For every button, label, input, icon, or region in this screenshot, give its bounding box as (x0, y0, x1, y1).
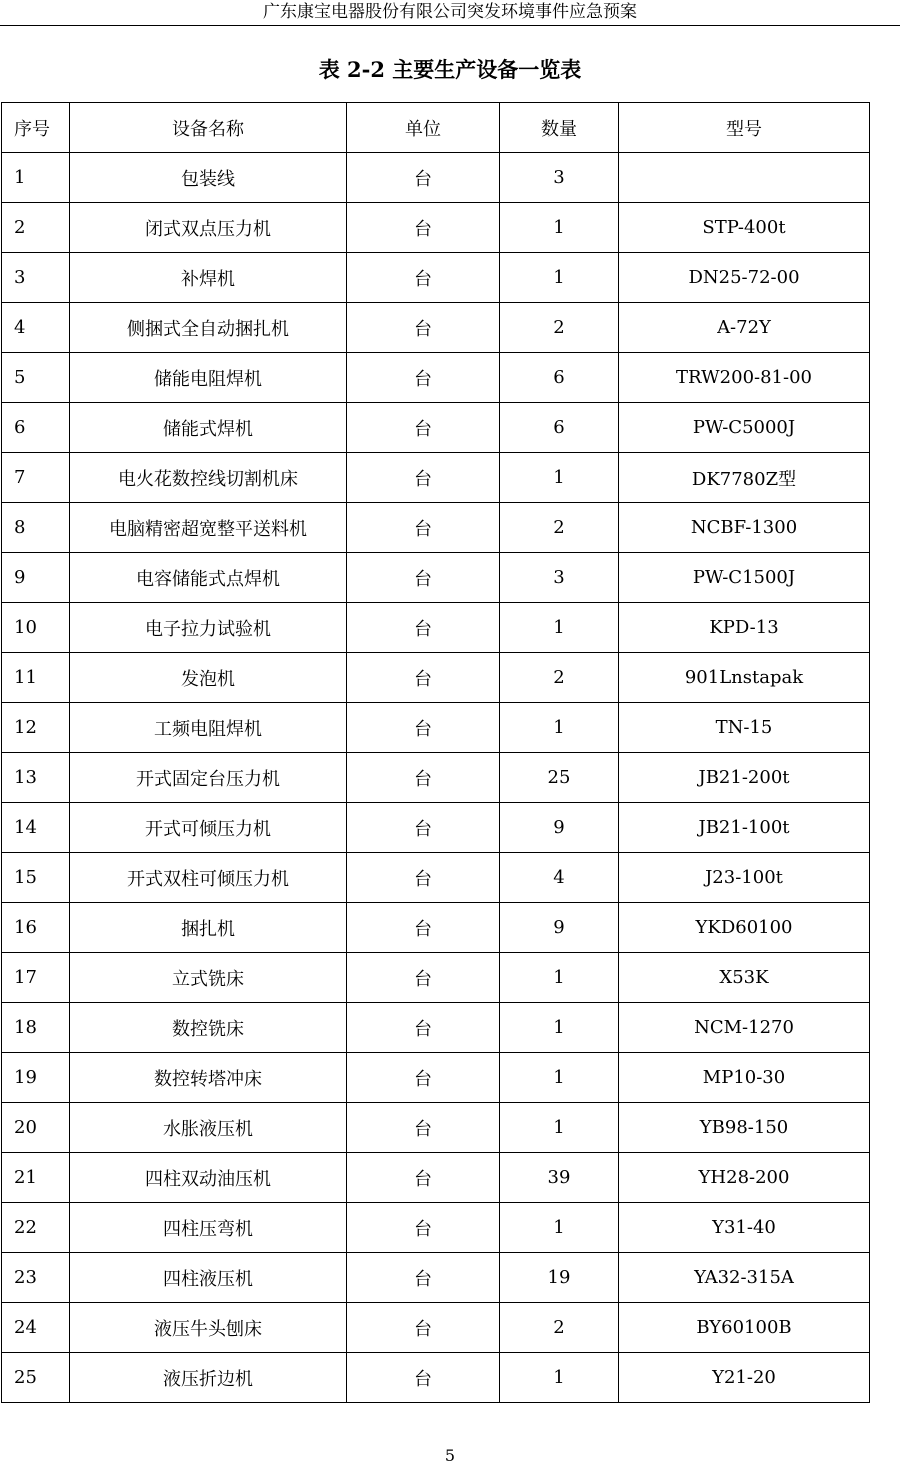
cell-serial: 14 (2, 803, 70, 853)
column-header-quantity: 数量 (500, 103, 619, 153)
cell-equipment-name: 四柱双动油压机 (70, 1153, 347, 1203)
table-row (2, 903, 870, 953)
cell-unit: 台 (347, 1103, 500, 1153)
cell-equipment-name: 立式铣床 (70, 953, 347, 1003)
cell-unit: 台 (347, 353, 500, 403)
cell-equipment-name: 包装线 (70, 153, 347, 203)
cell-serial: 13 (2, 753, 70, 803)
table-row (2, 1203, 870, 1253)
table-row (2, 1103, 870, 1153)
cell-serial: 3 (2, 253, 70, 303)
cell-equipment-name: 水胀液压机 (70, 1103, 347, 1153)
table-header-row (2, 103, 870, 153)
cell-quantity: 4 (500, 853, 619, 903)
cell-equipment-name: 侧捆式全自动捆扎机 (70, 303, 347, 353)
table-row (2, 553, 870, 603)
cell-serial: 25 (2, 1353, 70, 1403)
cell-quantity: 2 (500, 303, 619, 353)
table-row (2, 1303, 870, 1353)
table-row (2, 1003, 870, 1053)
cell-serial: 22 (2, 1203, 70, 1253)
cell-serial: 17 (2, 953, 70, 1003)
cell-equipment-name: 电火花数控线切割机床 (70, 453, 347, 503)
cell-unit: 台 (347, 253, 500, 303)
cell-model: PW-C1500J (619, 553, 870, 603)
cell-equipment-name: 液压折边机 (70, 1353, 347, 1403)
cell-unit: 台 (347, 403, 500, 453)
table-row (2, 703, 870, 753)
cell-serial: 18 (2, 1003, 70, 1053)
cell-quantity: 1 (500, 1003, 619, 1053)
cell-model: TN-15 (619, 703, 870, 753)
cell-equipment-name: 电容储能式点焊机 (70, 553, 347, 603)
cell-equipment-name: 闭式双点压力机 (70, 203, 347, 253)
page-header: 广东康宝电器股份有限公司突发环境事件应急预案 (263, 2, 637, 22)
cell-quantity: 1 (500, 1053, 619, 1103)
cell-serial: 19 (2, 1053, 70, 1103)
cell-serial: 1 (2, 153, 70, 203)
cell-equipment-name: 补焊机 (70, 253, 347, 303)
page-number: 5 (444, 1446, 456, 1465)
cell-model: DK7780Z型 (619, 453, 870, 503)
cell-model: JB21-200t (619, 753, 870, 803)
cell-serial: 16 (2, 903, 70, 953)
cell-unit: 台 (347, 1053, 500, 1103)
cell-unit: 台 (347, 503, 500, 553)
table-row (2, 1253, 870, 1303)
table-row (2, 453, 870, 503)
cell-model: PW-C5000J (619, 403, 870, 453)
cell-quantity: 1 (500, 953, 619, 1003)
header-rule (0, 25, 900, 26)
cell-model: 901Lnstapak (619, 653, 870, 703)
cell-model: DN25-72-00 (619, 253, 870, 303)
cell-equipment-name: 工频电阻焊机 (70, 703, 347, 753)
cell-model: BY60100B (619, 1303, 870, 1353)
cell-equipment-name: 数控铣床 (70, 1003, 347, 1053)
cell-model: STP-400t (619, 203, 870, 253)
cell-unit: 台 (347, 703, 500, 753)
table-row (2, 1153, 870, 1203)
cell-serial: 10 (2, 603, 70, 653)
cell-serial: 15 (2, 853, 70, 903)
cell-model (619, 153, 870, 203)
table-row (2, 853, 870, 903)
column-header-equipment-name: 设备名称 (70, 103, 347, 153)
cell-quantity: 2 (500, 503, 619, 553)
table-row (2, 803, 870, 853)
table-row (2, 653, 870, 703)
table-title: 表 2-2 主要生产设备一览表 (318, 57, 582, 82)
cell-unit: 台 (347, 1353, 500, 1403)
cell-unit: 台 (347, 1153, 500, 1203)
cell-unit: 台 (347, 1203, 500, 1253)
table-row (2, 353, 870, 403)
cell-unit: 台 (347, 653, 500, 703)
cell-quantity: 9 (500, 903, 619, 953)
cell-equipment-name: 储能式焊机 (70, 403, 347, 453)
cell-equipment-name: 电子拉力试验机 (70, 603, 347, 653)
cell-quantity: 1 (500, 1103, 619, 1153)
cell-model: Y31-40 (619, 1203, 870, 1253)
table-row (2, 253, 870, 303)
cell-quantity: 19 (500, 1253, 619, 1303)
cell-model: YB98-150 (619, 1103, 870, 1153)
cell-equipment-name: 捆扎机 (70, 903, 347, 953)
cell-quantity: 1 (500, 253, 619, 303)
cell-unit: 台 (347, 953, 500, 1003)
cell-serial: 24 (2, 1303, 70, 1353)
cell-unit: 台 (347, 903, 500, 953)
cell-unit: 台 (347, 603, 500, 653)
cell-unit: 台 (347, 153, 500, 203)
cell-serial: 21 (2, 1153, 70, 1203)
cell-model: Y21-20 (619, 1353, 870, 1403)
table-row (2, 1053, 870, 1103)
cell-equipment-name: 四柱液压机 (70, 1253, 347, 1303)
column-header-model: 型号 (619, 103, 870, 153)
equipment-table (1, 102, 870, 1403)
cell-unit: 台 (347, 853, 500, 903)
cell-serial: 4 (2, 303, 70, 353)
cell-equipment-name: 液压牛头刨床 (70, 1303, 347, 1353)
table-row (2, 753, 870, 803)
column-header-serial: 序号 (2, 103, 70, 153)
cell-serial: 12 (2, 703, 70, 753)
cell-quantity: 1 (500, 603, 619, 653)
cell-quantity: 39 (500, 1153, 619, 1203)
cell-model: NCM-1270 (619, 1003, 870, 1053)
cell-model: TRW200-81-00 (619, 353, 870, 403)
cell-quantity: 1 (500, 203, 619, 253)
table-body (2, 153, 870, 1403)
table-row (2, 153, 870, 203)
cell-serial: 7 (2, 453, 70, 503)
cell-quantity: 6 (500, 403, 619, 453)
cell-equipment-name: 四柱压弯机 (70, 1203, 347, 1253)
table-row (2, 603, 870, 653)
cell-serial: 2 (2, 203, 70, 253)
cell-unit: 台 (347, 1253, 500, 1303)
cell-model: YH28-200 (619, 1153, 870, 1203)
cell-unit: 台 (347, 1303, 500, 1353)
cell-model: A-72Y (619, 303, 870, 353)
cell-unit: 台 (347, 753, 500, 803)
table-row (2, 953, 870, 1003)
cell-quantity: 25 (500, 753, 619, 803)
cell-model: NCBF-1300 (619, 503, 870, 553)
cell-equipment-name: 储能电阻焊机 (70, 353, 347, 403)
table-row (2, 303, 870, 353)
cell-equipment-name: 数控转塔冲床 (70, 1053, 347, 1103)
cell-quantity: 9 (500, 803, 619, 853)
cell-model: X53K (619, 953, 870, 1003)
cell-quantity: 3 (500, 553, 619, 603)
table-row (2, 403, 870, 453)
cell-equipment-name: 发泡机 (70, 653, 347, 703)
cell-quantity: 1 (500, 703, 619, 753)
cell-equipment-name: 开式固定台压力机 (70, 753, 347, 803)
cell-model: YKD60100 (619, 903, 870, 953)
cell-serial: 20 (2, 1103, 70, 1153)
cell-equipment-name: 开式双柱可倾压力机 (70, 853, 347, 903)
cell-serial: 11 (2, 653, 70, 703)
cell-serial: 8 (2, 503, 70, 553)
cell-serial: 5 (2, 353, 70, 403)
cell-serial: 23 (2, 1253, 70, 1303)
cell-quantity: 3 (500, 153, 619, 203)
cell-unit: 台 (347, 553, 500, 603)
table-row (2, 203, 870, 253)
cell-model: YA32-315A (619, 1253, 870, 1303)
cell-quantity: 6 (500, 353, 619, 403)
cell-equipment-name: 开式可倾压力机 (70, 803, 347, 853)
cell-model: JB21-100t (619, 803, 870, 853)
cell-unit: 台 (347, 303, 500, 353)
cell-unit: 台 (347, 453, 500, 503)
cell-serial: 9 (2, 553, 70, 603)
cell-quantity: 2 (500, 653, 619, 703)
cell-quantity: 1 (500, 453, 619, 503)
cell-unit: 台 (347, 1003, 500, 1053)
cell-unit: 台 (347, 203, 500, 253)
cell-model: MP10-30 (619, 1053, 870, 1103)
table-row (2, 1353, 870, 1403)
cell-model: J23-100t (619, 853, 870, 903)
cell-quantity: 1 (500, 1203, 619, 1253)
column-header-unit: 单位 (347, 103, 500, 153)
cell-model: KPD-13 (619, 603, 870, 653)
cell-quantity: 2 (500, 1303, 619, 1353)
cell-quantity: 1 (500, 1353, 619, 1403)
cell-serial: 6 (2, 403, 70, 453)
cell-equipment-name: 电脑精密超宽整平送料机 (70, 503, 347, 553)
table-row (2, 503, 870, 553)
cell-unit: 台 (347, 803, 500, 853)
